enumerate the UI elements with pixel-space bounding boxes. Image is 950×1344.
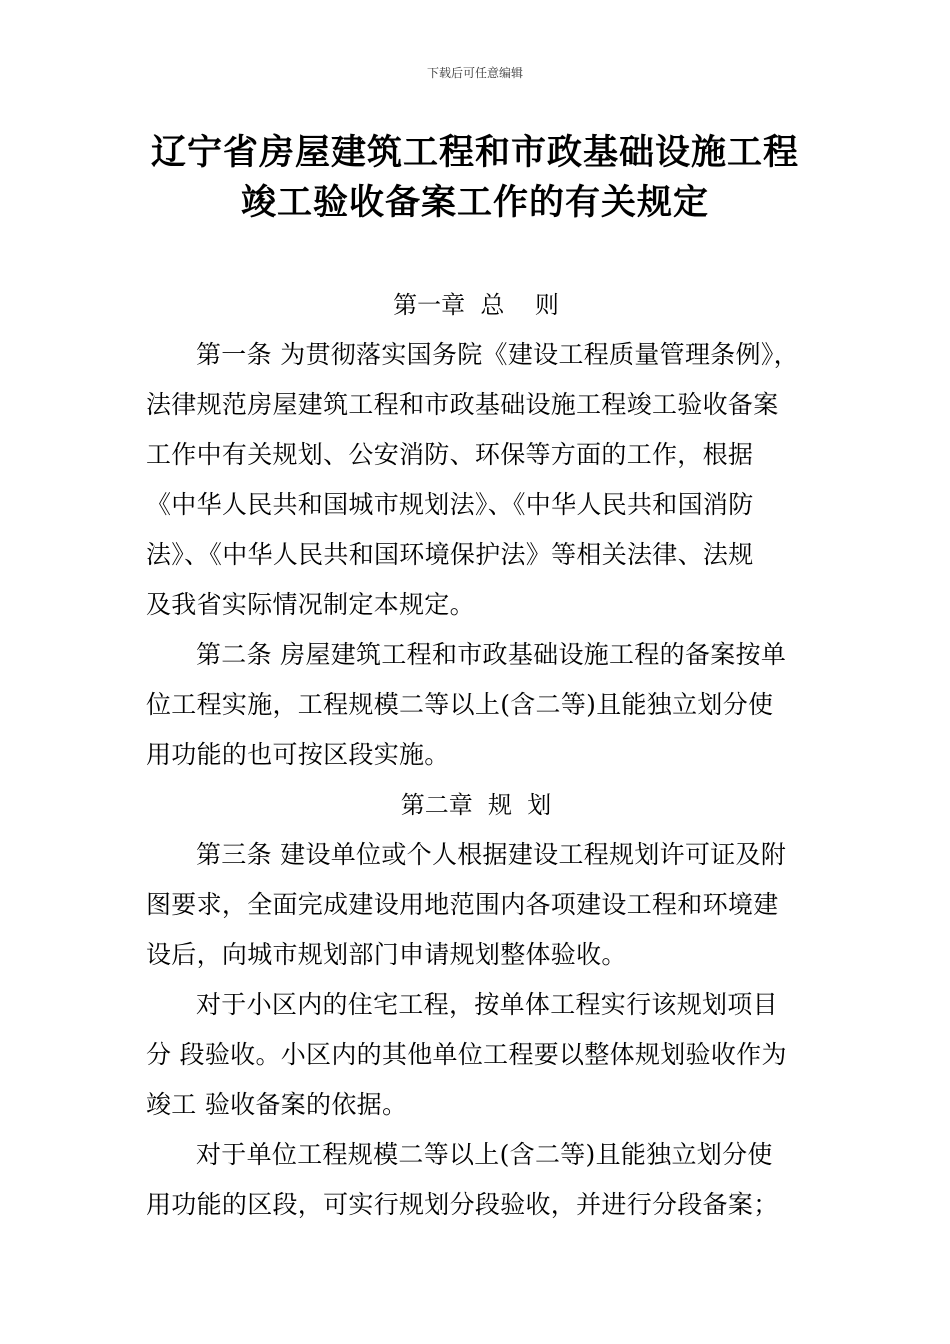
paragraph-line: 法》、《中华人民共和国环境保护法》等相关法律、法规	[146, 540, 754, 569]
paragraph-line: 对于单位工程规模二等以上(含二等)且能独立划分使	[196, 1140, 773, 1169]
paragraph-line: 分 段验收。小区内的其他单位工程要以整体规划验收作为	[146, 1040, 787, 1069]
paragraph-line: 位工程实施，工程规模二等以上(含二等)且能独立划分使	[146, 690, 774, 719]
chapter-heading-2: 第二章 规 划	[400, 791, 552, 819]
paragraph-line: 第一条 为贯彻落实国务院《建设工程质量管理条例》，	[196, 340, 799, 369]
paragraph-line: 设后，向城市规划部门申请规划整体验收。	[146, 940, 627, 969]
header-note: 下载后可任意编辑	[426, 66, 523, 80]
paragraph-line: 及我省实际情况制定本规定。	[146, 590, 475, 619]
paragraph-line: 竣工 验收备案的依据。	[146, 1090, 408, 1119]
title-line-1: 辽宁省房屋建筑工程和市政基础设施工程	[150, 133, 799, 173]
article-1	[146, 330, 806, 630]
paragraph-line: 第二条 房屋建筑工程和市政基础设施工程的备案按单	[196, 640, 787, 669]
paragraph-line: 《中华人民共和国城市规划法》、《中华人民共和国消防	[146, 490, 754, 519]
paragraph-line: 工作中有关规划、公安消防、环保等方面的工作，根据	[146, 440, 754, 469]
title-line-2: 竣工验收备案工作的有关规定	[240, 183, 709, 223]
paragraph-section-acceptance	[146, 1130, 806, 1230]
paragraph-line: 用功能的也可按区段实施。	[146, 740, 450, 769]
paragraph-line: 用功能的区段，可实行规划分段验收，并进行分段备案；	[146, 1190, 779, 1219]
chapter-heading-1: 第一章 总 则	[393, 291, 559, 319]
paragraph-residential	[146, 980, 806, 1130]
document-title	[0, 128, 950, 228]
article-3	[146, 830, 806, 980]
paragraph-line: 图要求，全面完成建设用地范围内各项建设工程和环境建	[146, 890, 779, 919]
paragraph-line: 法律规范房屋建筑工程和市政基础设施工程竣工验收备案	[146, 390, 779, 419]
paragraph-line: 对于小区内的住宅工程，按单体工程实行该规划项目	[196, 990, 778, 1019]
article-2	[146, 630, 806, 780]
document-body	[146, 280, 806, 1230]
paragraph-line: 第三条 建设单位或个人根据建设工程规划许可证及附	[196, 840, 787, 869]
